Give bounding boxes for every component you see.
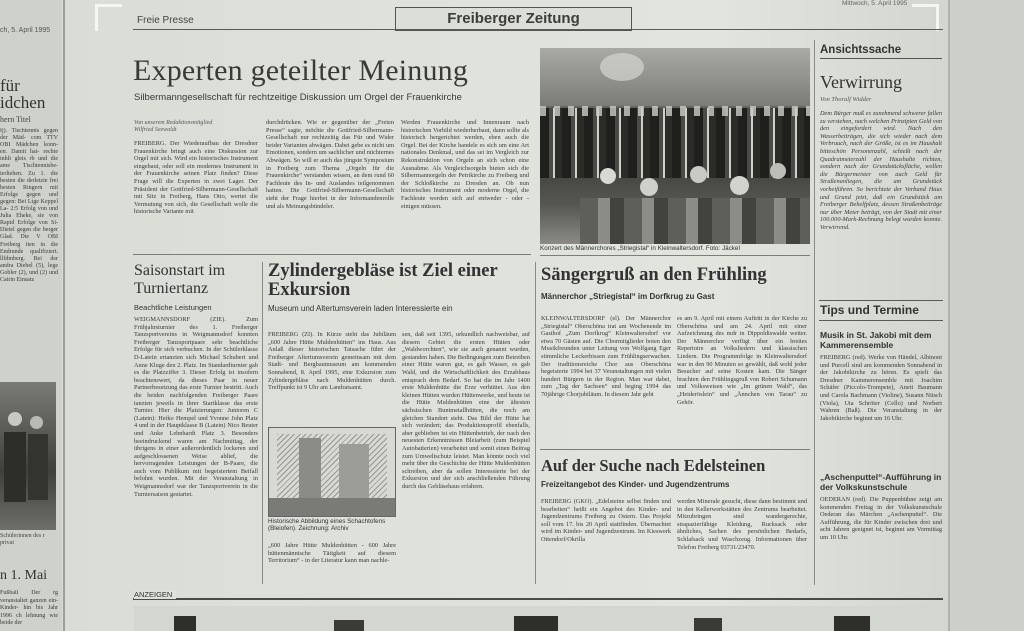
left-bottom-headline: n 1. Mai: [0, 568, 48, 583]
left-headline-2: idchen: [0, 93, 46, 112]
saenger-subhead: Männerchor „Striegistal“ im Dorfkrug zu Gast: [541, 292, 715, 301]
left-subhead: hern Titel: [0, 115, 31, 124]
saisonstart-text: WEIGMANNSDORF (ZIE). Zum Frühjahrsturnier des 1. Freiberger Tanzsportvereins in Weigmannsdorf konnten Freiberger Tanzsportpaare sehr beachtliche Erfolge für sich verbuchen. In der Schülerklasse D-Latein ertanzten sich Michael Schubert und Anne Kluge den 2. Platz. Im Standardturnier gab es die Platzziffer 3. Dieser Erfolg ist insofern beachtenswert, da dieses Paar in neuer Partnerbesetzung das erste Turnier bestritt. Auch die beiden nachfolgenden Freiberger Paare tanzten jeweils in ihrer Startklasse das erste Turnier. Hier die Platzierungen: Junioren C (Latein): Heiko Hempel und Yvonne John Platz 4 und in der Hauptklasse B (Latein) Nico Beuter und Anke Lehnhardt Platz 3. Besonders beeindruckend waren am Nachmittag, der übrigens in einer außerordentlich lockeren und aufgeschlossenen Weise ablief, die hervorragenden Leistungen der B-Paare, die auch vom Publikum mit begeistertem Beifall belohnt wurden. Mit der Veranstaltung in Weigmannsdorf war der Tanzsportverein in die Turniersaison gestartet.: [134, 316, 258, 498]
byline-line-1: Von unserem Redaktionsmitglied: [134, 120, 213, 126]
rule-under-main: [133, 254, 531, 255]
ansichtssache-headline: Verwirrung: [820, 72, 902, 92]
left-headline-1: für: [0, 76, 20, 95]
ansichtssache-text: Dem Bürger muß es zunehmend schwerer fallen zu verstehen, nach welchen Prinzipien Geld von den eingefordert wird. Nach den Wasserbeiträgen, die sich wieder nach dem Verbrauch, nach der Größe, ist es im Haushalt bitteschön Personenzahl, schießt nach der Quadratmeterzahl der Haushalte richten, sondern nach der Grundstücksfläche, wollen die Bürgermeister von auch Geld für Straßenanliegen, die am Grundstück vorbeiführen. So berichtete der Verband Haus und Grund jetzt, daß ein Grundstück am Freiberger Behelfplatz, dessen Straßenbeiträge nur über Meter beträgt, von der Stadt mit einer 100.000-Mark-Rechnung belegt wurden konnte. Verwirrend.: [820, 110, 942, 231]
rule-above-edelsteine: [540, 449, 810, 450]
rule-above-tips: [819, 300, 943, 301]
edelsteine-subhead: Freizeitangebot des Kinder- und Jugendzentrums: [541, 480, 730, 489]
tip-1-text: FREIBERG (red). Werke von Händel, Albinoni und Purcell sind am kommenden Sonnabend in der Jakobikirche zu hören. Es spielt das Dresdner Kammerensemble mit Joachim Schäfer (Piccolo-Trompete), Anett Baumann und Carola Bachmann (Violine), Susann Nitsch (Viola), Uta Schröter (Cello) und Norbert Wahren (Baß). Die Veranstaltung in der Jakobikirche beginnt um 16 Uhr.: [820, 354, 942, 422]
saenger-col-1: KLEINWALTERSDORF (el). Der Männerchor „Striegistal“ Oberschöna trat am Wochenende im Gasthof „Zum Dorfkrug“ Kleinwaltersdorf vor etwa 70 Gästen auf. Die Chormitglieder boten den Musikfreunden unter Leitung von Wolfgang Eger stimmliche Leckerbissen zum Frühlingserwachen. Der traditionsreiche Chor aus Oberschöna begeisterte 1994 bei 37 Veranstaltungen mit vielen hundert Bürgern in der Region. Man war dabei, zum „Tag der Sachsen“ und beging 1994 das 70jährige Chorjubiläum. In diesem Jahr geht: [541, 315, 671, 398]
drawing-caption: Historische Abbildung eines Schachtofens (Bleiofen). Zeichnung: Archiv: [268, 518, 386, 533]
left-caption: Schülerinnen des r privat: [0, 533, 45, 546]
col-divider-1: [262, 262, 263, 584]
saenger-headline: Sängergruß an den Frühling: [541, 265, 767, 285]
left-page-edge: [63, 0, 65, 631]
zylinder-col-1: FREIBERG (ZI). In Kürze steht das Jubiläum „600 Jahre Hütte Muldenhütten“ ins Haus. Aus Anlaß dieser historischen Tatsache führt der Freiberger Altertumsverein gemeinsam mit dem Stadt- und Bergbaumuseum am kommenden Sonnabend, 8. April 1995, eine Exkursion zum Zylindergebläse nach Muldenhütten durch. Treffpunkt ist 9 Uhr am Landratsamt.: [268, 331, 396, 392]
saenger-col-2: es am 9. April mit einem Auftritt in der Kirche zu Oberschöna und am 24. April mit einer Aufzeichnung des mdr in Dippoldiswalde weiter. Der Männerchor verfügt über ein breites Repertoire an Volksliedern und klassischen Liedern. Die Programmfolge in Kleinwaltersdorf war in den 90 Minuten so gewählt, daß wohl jeder Besucher auf seine Kosten kam. Die Sänger brachten den Frühlingsgruß von Robert Schumann und Volksweisen wie „Im grünen Wald“, das „Heideröslein“ und „Ännchen von Tarau“ zu Gehör.: [677, 315, 807, 406]
anzeigen-label: ANZEIGEN: [134, 590, 176, 599]
rule-below-tips: [819, 320, 943, 321]
zylinder-col-1b: „600 Jahre Hütte Muldenhütten - 600 Jahre hüttenmännische Tätigkeit auf diesem Territorium“ - in der Literatur kann man nachle-: [268, 542, 396, 565]
main-byline: [134, 120, 256, 134]
zylinder-col-2: sen, daß seit 1395, urkundlich nachweisbar, auf diesem Gebiet die ersten Hütten oder „Waldworchten“, wie sie auch genannt wurden, gestanden haben. Die Bedingungen zum Betreiben einer Hütte waren gut, es gab Wasser, es gab Wald, und die Wirtschaftlichkeit des Erzabbaus entsprach dem Bedarf. So hat die im Jahr 1400 erste Muldenhütte die Erze verhüttet. Aus den kleinen Hütten wurden Hüttenwerke, und heute ist die Hütte Muldenhütten eine der ältesten sächsischen Buntmetallhütten, die noch am gleichen Standort steht. Das Bild der Hütte hat sich verändert; das Produktionsprofil ebenfalls, aber geblieben ist ein Hüttenbetrieb, der nach den neuesten Erkenntnissen Bleiarbeit (zum Beispiel Autobatterien) verarbeitet und somit einen Beitrag zum Umweltschutz leistet. Man könnte noch viel mehr über die Geschichte der Hütte Muldenhütten schreiben, aber da sollen Interessierte bei der Exkursion und der sich anschließenden Führung durch das Gebläsehaus erfahren.: [402, 331, 530, 490]
main-headline: Experten geteilter Meinung: [133, 54, 469, 87]
photo-caption: Konzert des Männerchores „Striegistal“ in Kleinwaltersdorf. Foto: Jäckel: [540, 245, 740, 252]
zylinder-subhead: Museum und Altertumsverein laden Interessierte ein: [268, 304, 453, 313]
edelsteine-headline: Auf der Suche nach Edelsteinen: [541, 456, 766, 475]
main-col-3: Werden Frauenkirche und Innenraum nach historischen Vorbild wiederherbaut, dann sollte als historisch hergerichtet werden, eben auch die Orgel. Bei der Kirche handele es sich um eine Art nationales Denkmal, und das sei im Vergleich zur Rekonstruktion von Orgeln an sich schon eine Ausnahme. Als Vergleichsorgeln bieten sich die Silbermannorgeln der Petrikirche zu Freiberg und der Schloßkirche zu Dresden an. Ob nun historisches Instrument oder moderne Orgel, die Fachleute werden sich auf entweder - oder - einigen müssen.: [401, 119, 529, 210]
main-col-2: durchdrücken. Wie er gegenüber der „Freien Presse“ sagte, möchte die Gottfried-Silbermann-Gesellschaft nur rechtzeitig das Für und Wider beider Varianten abwägen. Dabei gebe es nicht um Emotionen, sondern um sachlicher und nüchternes Abwägen. So will er auch das jüngste Symposium in Freiberg zum Thema „Orgeln für die Frauenkirche“ verstanden wissen, an dem rund 60 Fachleute des In- und Auslandes teilgenommen hatten. Die Gottfried-Silbermann-Gesellschaft sieht der Frage hierbei in der Informandenrolle und als Meinungsbündeler.: [266, 119, 394, 210]
tip-2-text: OEDERAN (red). Die Puppenbühne zeigt am kommenden Freitag in der Volkskunstschule Oederan das Märchen „Aschenputtel“. Die Aufführung, die für Kinder zwischen drei und acht Jahren geeignet ist, beginnt am Vormittag um 10 Uhr.: [820, 496, 942, 541]
ansichtssache-label: Ansichtssache: [820, 44, 942, 59]
tips-label: Tips und Termine: [820, 303, 919, 317]
edelsteine-col-1: FREIBERG (GKO). „Edelsteine selbst finden und bearbeiten“ heißt ein Angebot des Kinder- und Jugendzentrums Freiberg zu Ostern. Das Projekt soll vom 17. bis 20 April stattfinden. Übernachtet wird im Kinder- und Jugendzentrum. Im Kieswerk Ottendorf/Okrilla: [541, 498, 671, 543]
choir-photo: [540, 48, 810, 244]
anzeigen-rule: [133, 598, 943, 600]
rule-under-photo: [540, 255, 810, 256]
left-bottom-text: Fußball Der rg veranstaltet ganzen ein- Kinder- hin bis Jahr 1996 ch lehnung wte beide der: [0, 590, 58, 627]
right-date: Mittwoch, 5. April 1995: [842, 0, 908, 7]
col-divider-2: [535, 262, 536, 584]
left-date: ch, 5. April 1995: [0, 27, 51, 34]
main-col-1: FREIBERG. Der Wiederaufbau der Dresdner Frauenkirche bringt auch eine Diskussion zur Orgel mit sich. Wird ein historisches Instrument eingebaut, oder soll ein modernes Instrument in der Frauenkirche seinen Platz finden? Diese Frage will die Experten in zwei Lager. Der Präsident der Gottfried-Silbermann-Gesellschaft mit Sitz in Freiberg, Hans Otto, wertet die Vermutung von sich, die Gesellschaft wolle die historische Variante mit: [134, 140, 258, 216]
edelsteine-col-2: werden Minerale gesucht, diese dann bestimmt und in den Kellerwerkstätten des Zentrums bearbeitet. Mitzubringen sind wandergerechte, strapazierfähige Kleidung, Rucksack oder ähnliches, Sachen des persönlichen Bedarfs, Schlafsack und Waschzeug. Informationen über Telefon Freiberg 03731/23470.: [677, 498, 807, 551]
right-margin: [950, 0, 1024, 631]
ansichtssache-byline: Von Thoralf Widder: [820, 96, 872, 103]
tip-2-headline: „Aschenputtel“-Aufführung in der Volkskunstschule: [820, 472, 942, 492]
main-subhead: Silbermanngesellschaft für rechtzeitige Diskussion um Orgel der Frauenkirche: [134, 92, 462, 103]
zylinder-headline: Zylindergebläse ist Ziel einer Exkursion: [268, 261, 498, 300]
saisonstart-subhead: Beachtliche Leistungen: [134, 303, 212, 312]
advertisement-strip: [134, 606, 942, 631]
byline-line-2: Wilfried Seewaldt: [134, 127, 177, 133]
freie-presse-label: Freie Presse: [137, 15, 194, 26]
tip-1-headline: Musik in St. Jakobi mit dem Kammerensemble: [820, 330, 932, 350]
left-page-fragment: [0, 0, 62, 631]
header-rule: [133, 29, 943, 30]
frame-corner-top-left: [95, 4, 122, 31]
masthead-title: Freiberger Zeitung: [447, 10, 580, 27]
saisonstart-headline: Saisonstart im Turniertanz: [134, 262, 226, 297]
frame-corner-top-right: [912, 4, 939, 31]
schachtofen-drawing: [268, 427, 396, 517]
col-divider-3: [814, 40, 815, 585]
left-text: fj). Tischtennis gegen der Mäd- com TTV OBI Mädchen konn- en. Damit hat- rechte inhlt gleis rb und die ame Tischtennisbe- ierliehen. Zu 1. die besten die derletzte frei besten Ringern mit Erfolge gegen und gegen: Bei Ltge Keppel La- 2:5 Erfolg von und Julia Eheke, sie von Rapid Erfolge von Si- Dietel gegen die berger Glad. Die V OBI Freiberg iten in die Endrunde qualifiziert. llfdmberg. Bei der andra Diebel (5), lege Gobler (2), und (2) und Catrin Einsatz: [0, 128, 58, 283]
left-photo: [0, 382, 56, 530]
